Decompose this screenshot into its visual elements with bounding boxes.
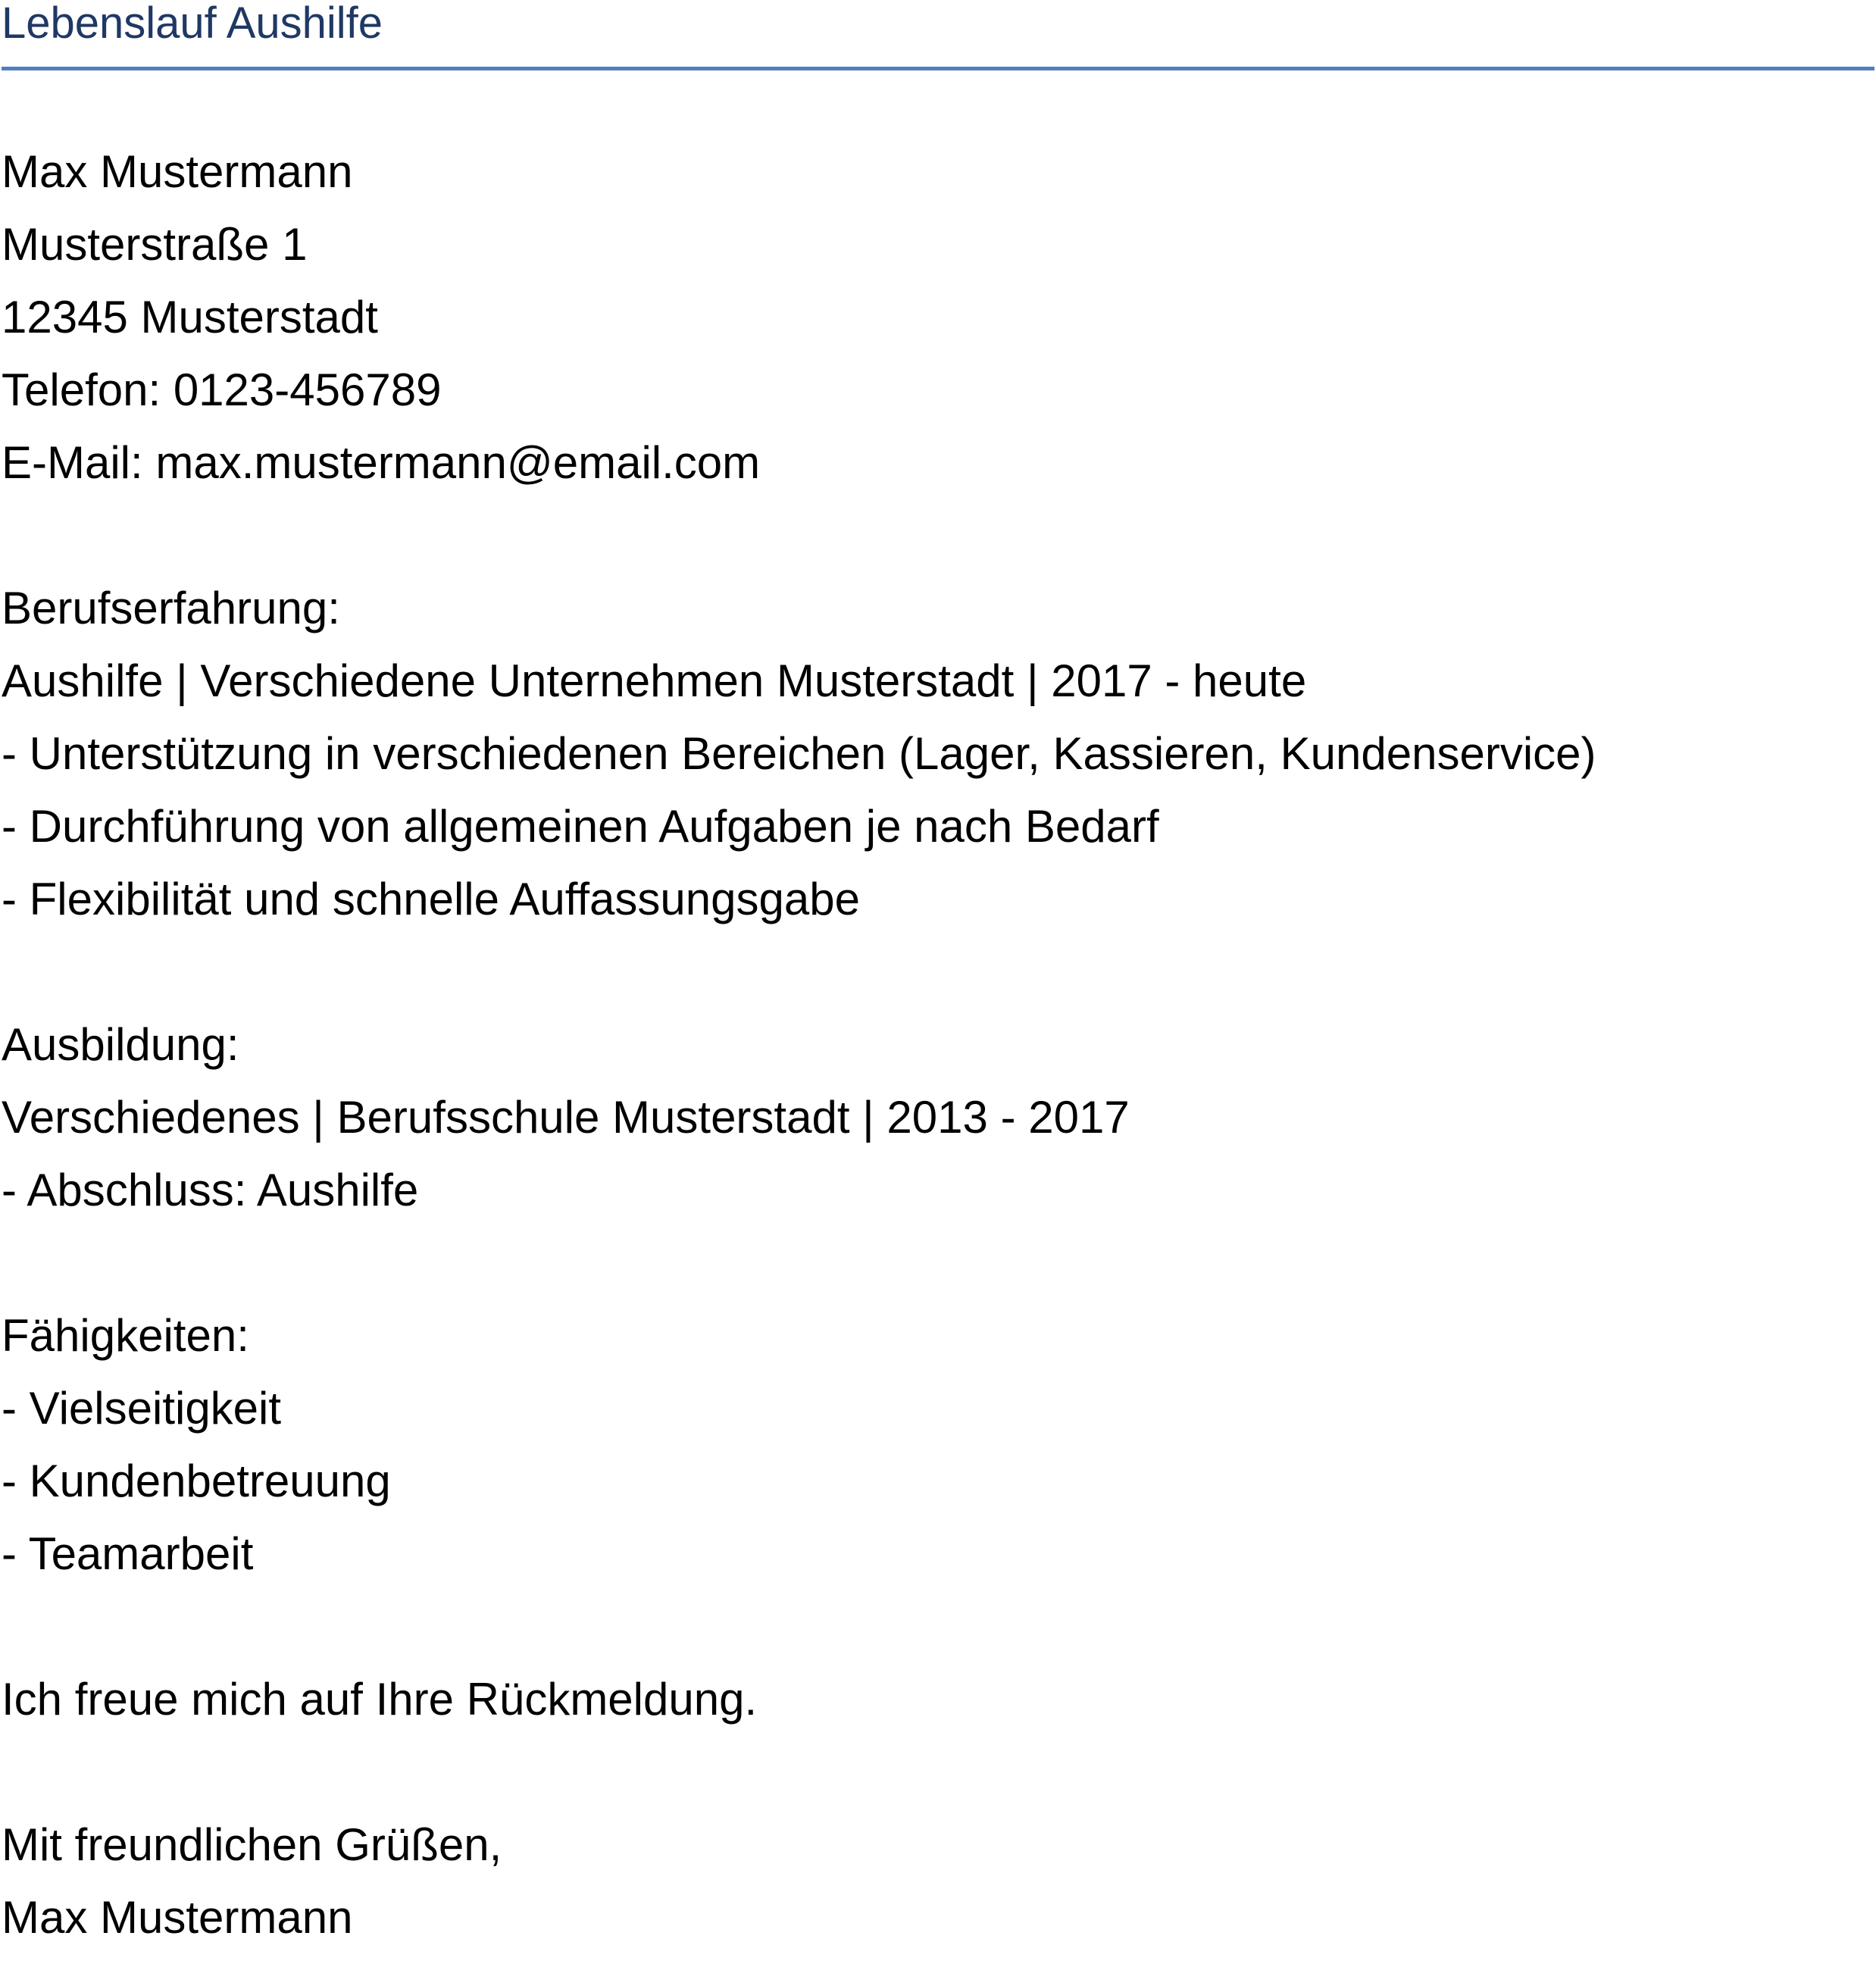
contact-phone: Telefon: 0123-456789 <box>2 364 442 415</box>
closing-sentence: Ich freue mich auf Ihre Rückmeldung. <box>2 1674 758 1725</box>
education-heading: Ausbildung: <box>2 1019 239 1070</box>
contact-email: E-Mail: max.mustermann@email.com <box>2 437 761 488</box>
document-title: Lebenslauf Aushilfe <box>2 0 383 48</box>
signoff-name: Max Mustermann <box>2 1892 353 1943</box>
spacer <box>2 946 1874 1018</box>
skills-heading: Fähigkeiten: <box>2 1310 249 1361</box>
experience-bullet: - Unterstützung in verschiedenen Bereichen (Lager, Kassieren, Kundenservice) <box>2 728 1596 779</box>
skills-bullet: - Vielseitigkeit <box>2 1383 282 1434</box>
spacer <box>2 509 1874 582</box>
contact-city: 12345 Musterstadt <box>2 292 378 342</box>
experience-heading: Berufserfahrung: <box>2 583 340 633</box>
contact-street: Musterstraße 1 <box>2 219 308 270</box>
title-underline <box>2 67 1874 70</box>
education-bullet: - Abschluss: Aushilfe <box>2 1165 419 1215</box>
education-entry: Verschiedenes | Berufsschule Musterstadt | 2013 - 2017 <box>2 1092 1130 1143</box>
spacer <box>2 1237 1874 1309</box>
document-body <box>2 145 1874 1964</box>
signoff-greeting: Mit freundlichen Grüßen, <box>2 1819 502 1870</box>
skills-bullet: - Kundenbetreuung <box>2 1456 391 1506</box>
experience-entry: Aushilfe | Verschiedene Unternehmen Musterstadt | 2017 - heute <box>2 655 1307 706</box>
experience-bullet: - Flexibilität und schnelle Auffassungsgabe <box>2 874 860 924</box>
spacer <box>2 1746 1874 1819</box>
spacer <box>2 1600 1874 1673</box>
skills-bullet: - Teamarbeit <box>2 1528 254 1579</box>
contact-name: Max Mustermann <box>2 146 353 197</box>
experience-bullet: - Durchführung von allgemeinen Aufgaben je nach Bedarf <box>2 801 1159 852</box>
document-page <box>2 0 1874 1943</box>
